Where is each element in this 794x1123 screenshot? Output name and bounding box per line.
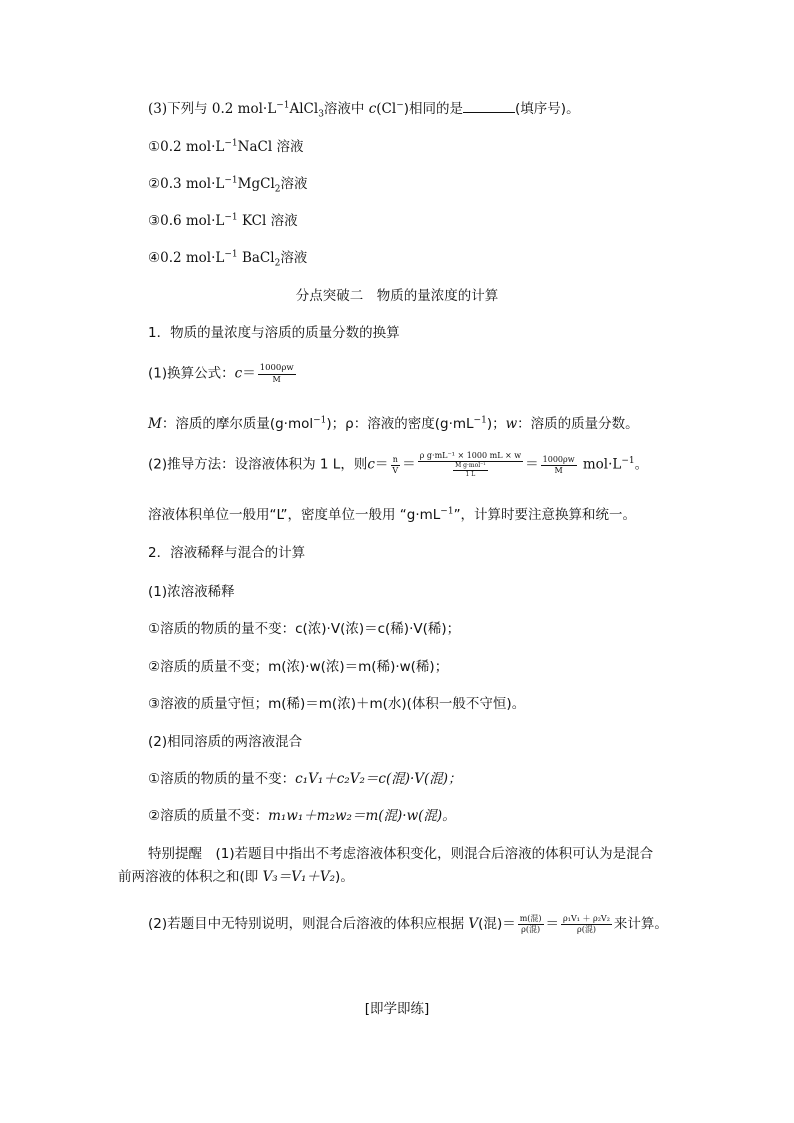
tip-V: V (468, 916, 479, 932)
tip-fraction-b (561, 915, 612, 934)
variable-definitions (148, 415, 639, 433)
option-formula: NaCl (237, 139, 273, 155)
option-conc: 0.3 mol·L (160, 176, 225, 192)
option-conc: 0.2 mol·L (160, 250, 225, 266)
derive-c: c (367, 456, 375, 473)
q3-c: c (368, 101, 377, 117)
option-tail: 溶液 (266, 213, 298, 229)
mixing-subtitle: (2)相同溶质的两溶液混合 (148, 734, 303, 750)
option-1 (148, 138, 303, 156)
fraction-denominator: ρ(混) (521, 925, 541, 934)
def-text: )；ρ：溶液的密度(g·mL (326, 416, 474, 432)
section-2-title: 2．溶液稀释与混合的计算 (148, 545, 306, 561)
option-formula: KCl (237, 213, 267, 229)
option-formula: MgCl (237, 176, 275, 192)
practice-heading: [即学即练] (364, 1001, 430, 1017)
formula-c: c (234, 365, 243, 382)
q3-suffix: (填序号)。 (515, 101, 580, 117)
tip-formula: V₃＝V₁＋V₂ (262, 869, 336, 885)
tip-label: 特别提醒 (148, 846, 202, 862)
derive-end: 。 (634, 456, 649, 473)
unit-note-text: ”，计算时要注意换算和统一。 (453, 507, 637, 523)
option-exp: −1 (224, 175, 238, 186)
unit-note-exp: −1 (440, 506, 454, 517)
fraction-numerator: 1000ρw (259, 363, 294, 373)
option-marker: ① (148, 139, 161, 155)
tip-text: )。 (335, 869, 354, 885)
fraction-denominator: V (392, 465, 399, 475)
answer-blank[interactable] (463, 100, 515, 113)
option-tail: 溶液 (280, 176, 308, 192)
q3-cl: (Cl (376, 101, 397, 117)
fraction-numerator: M g·mol⁻¹ (455, 462, 486, 469)
derive-frac-nv (390, 456, 400, 475)
option-marker: ④ (148, 250, 161, 266)
option-4 (148, 249, 307, 267)
q3-sub: 3 (318, 109, 324, 120)
tip-text: (2)若题目中无特别说明，则混合后溶液的体积应根据 (148, 916, 469, 932)
option-sub: 2 (274, 258, 281, 269)
dilution-rule-3: ③溶液的质量守恒；m(稀)＝m(浓)＋m(水)(体积一般不守恒)。 (148, 696, 526, 712)
formula-eq: ＝ (242, 365, 256, 382)
mixing-rule-formula: c₁V₁＋c₂V₂＝c(混)·V(混)； (295, 771, 462, 787)
question-3 (148, 100, 580, 118)
tip-line-2 (118, 868, 354, 886)
option-formula: BaCl (237, 250, 275, 266)
section-1-title: 1．物质的量浓度与溶质的质量分数的换算 (148, 325, 400, 341)
mixing-rule-1 (148, 770, 462, 788)
nested-fraction (453, 463, 488, 478)
q3-exp: −1 (276, 100, 290, 111)
q3-prefix: (3)下列与 0.2 mol·L (148, 101, 277, 117)
tip-text: 来计算。 (613, 916, 668, 932)
derive-label: (2)推导方法：设溶液体积为 1 L，则 (148, 456, 368, 473)
option-marker: ② (148, 176, 161, 192)
mixing-rule-text: ②溶质的质量不变： (148, 808, 269, 824)
fraction-denominator: M (272, 374, 281, 384)
formula-label: (1)换算公式： (148, 365, 235, 382)
q3-minus: − (396, 100, 404, 111)
option-marker: ③ (148, 213, 161, 229)
tip-line-1 (148, 845, 653, 863)
mixing-rule-2 (148, 807, 456, 825)
mixing-rule-formula: m₁w₁＋m₂w₂＝m(混)·w(混)。 (268, 808, 456, 824)
dilution-rule-2: ②溶质的质量不变；m(浓)·w(浓)＝m(稀)·w(稀)； (148, 659, 449, 675)
def-w: w (505, 416, 518, 432)
def-text: ：溶质的摩尔质量(g·mol (161, 416, 314, 432)
option-2 (148, 175, 308, 193)
def-text: ：溶质的质量分数。 (517, 416, 639, 432)
fraction-denominator (451, 462, 490, 478)
tip-text: (1)若题目中指出不考虑溶液体积变化，则混合后溶液的体积可认为是混合 (202, 846, 654, 862)
derivation: (2)推导方法：设溶液体积为 1 L，则c＝ $\frac{n}{V}$ ＝ $\frac{\text{ρ g·mL⁻¹ × 1000 mL × w}}{\frac{\text{M g·mol⁻¹}}{1 L}}$ ＝ $\frac{1000\rho w}{M}$ $mol\cdot L^{-1}$。 (148, 451, 649, 478)
q3-formula: AlCl (289, 101, 319, 117)
option-exp: −1 (224, 138, 238, 149)
def-exp: −1 (473, 415, 487, 426)
option-exp: −1 (224, 212, 238, 223)
tip-text: 前两溶液的体积之和(即 (118, 869, 263, 885)
mixing-rule-text: ①溶质的物质的量不变： (148, 771, 296, 787)
fraction-denominator: ρ(混) (577, 925, 596, 934)
fraction-numerator: ρ g·mL⁻¹ × 1000 mL × w (419, 451, 522, 460)
option-conc: 0.6 mol·L (160, 213, 225, 229)
option-tail: 溶液 (280, 250, 308, 266)
fraction-numerator: n (392, 454, 398, 464)
q3-mid: 溶液中 (323, 101, 369, 117)
option-conc: 0.2 mol·L (160, 139, 225, 155)
fraction-denominator: M (554, 465, 563, 475)
derive-frac-result (541, 456, 577, 475)
section-title: 分点突破二 物质的量浓度的计算 (295, 288, 499, 304)
option-sub: 2 (274, 184, 281, 195)
tip-text: (混)＝ (478, 916, 516, 932)
q3-suffix-pre: )相同的是 (403, 101, 464, 117)
formula-fraction (258, 364, 296, 384)
unit-note-text: 溶液体积单位一般用“L”，密度单位一般用 “g·mL (148, 507, 441, 523)
option-tail: 溶液 (272, 139, 304, 155)
fraction-denominator: 1 L (465, 471, 476, 478)
fraction-numerator: 1000ρw (542, 454, 575, 464)
derive-unit: mol·L (578, 456, 622, 473)
tip-fraction-a (518, 915, 544, 934)
def-text: )； (486, 416, 506, 432)
unit-note (148, 506, 636, 524)
derive-frac-main (418, 452, 523, 478)
dilution-subtitle: (1)浓溶液稀释 (148, 584, 235, 600)
fraction-numerator: m(混) (519, 914, 542, 923)
option-3 (148, 212, 298, 230)
derive-exp: −1 (621, 456, 635, 466)
conversion-formula (148, 364, 298, 384)
option-exp: −1 (224, 249, 238, 260)
dilution-rule-1: ①溶质的物质的量不变：c(浓)·V(浓)＝c(稀)·V(稀)； (148, 621, 461, 637)
tip-line-3: (2)若题目中无特别说明，则混合后溶液的体积应根据 V(混)＝ $\frac{\text{m(混)}}{\text{ρ(混)}}$ ＝ $\frac{\text{ρ₁V₁ ＋ ρ₂V₂}}{\text{ρ(混)}}$ 来计算。 (148, 914, 668, 934)
def-M: M (148, 416, 162, 432)
fraction-numerator: ρ₁V₁ ＋ ρ₂V₂ (563, 914, 610, 923)
def-exp: −1 (313, 415, 327, 426)
